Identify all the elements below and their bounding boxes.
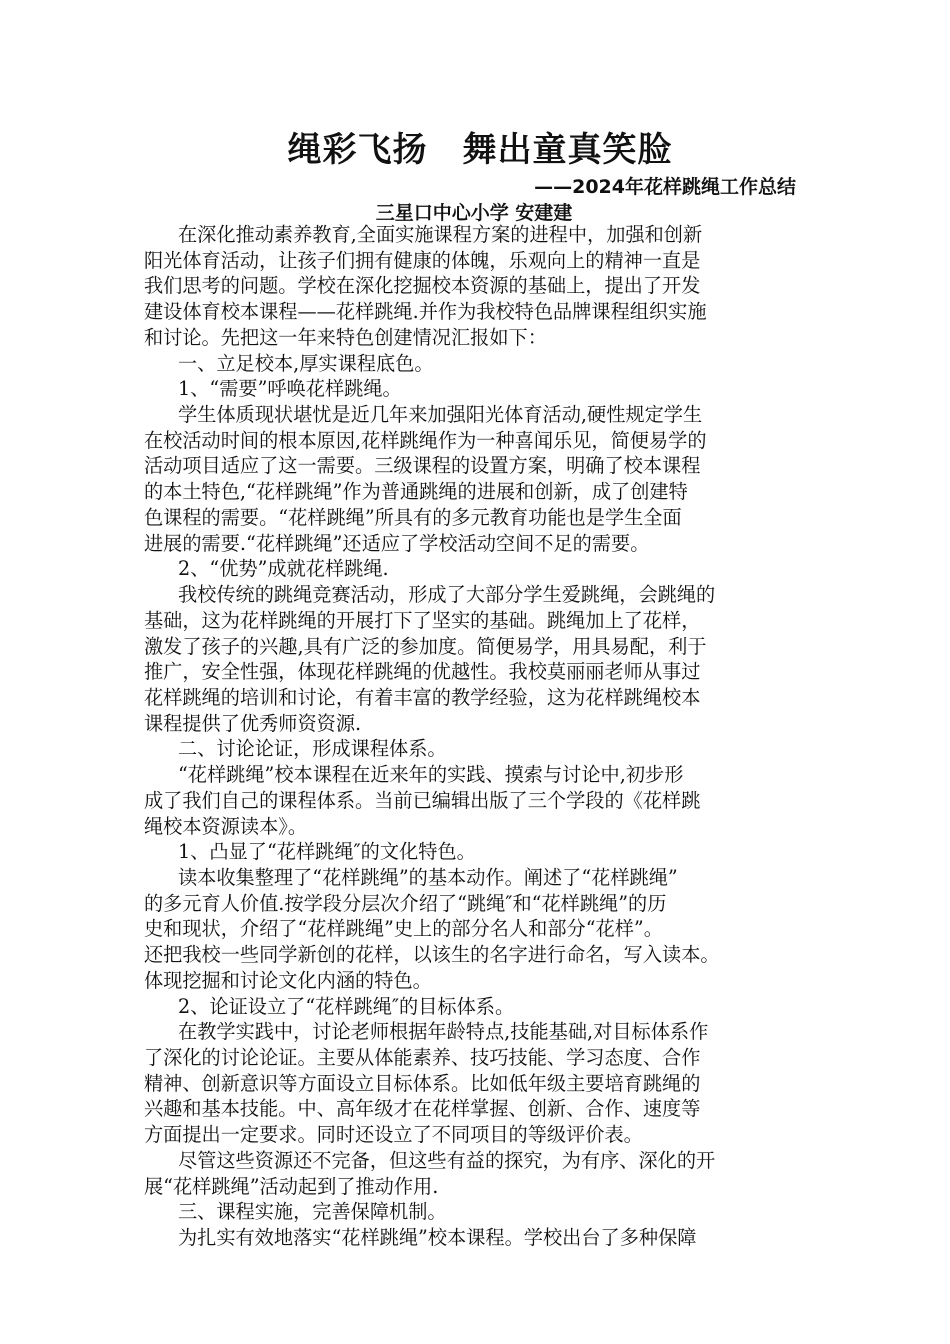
text-line: 基础，这为花样跳绳的开展打下了坚实的基础。跳绳加上了花样， — [144, 608, 701, 632]
text-line: 在深化推动素养教育,全面实施课程方案的进程中，加强和创新 — [178, 223, 703, 246]
text-line: 推广，安全性强，体现花样跳绳的优越性。我校莫丽丽老师从事过 — [144, 660, 701, 684]
text-line: 一、立足校本,厚实课程底色。 — [178, 351, 434, 375]
paragraph — [144, 222, 824, 351]
paragraph — [144, 351, 824, 377]
paragraph — [144, 1225, 824, 1251]
text-line: 成了我们自己的课程体系。当前已编辑出版了三个学段的《花样跳 — [144, 788, 701, 812]
paragraph — [144, 376, 824, 402]
text-line: 建设体育校本课程——花样跳绳.并作为我校特色品牌课程组织实施 — [144, 300, 707, 324]
paragraph — [144, 839, 824, 865]
paragraph — [144, 582, 824, 736]
text-line: 阳光体育活动，让孩子们拥有健康的体魄，乐观向上的精神一直是 — [144, 248, 701, 272]
text-line: “花样跳绳”校本课程在近来年的实践、摸索与讨论中,初步形 — [178, 763, 684, 787]
text-line: 的本土特色,“花样跳绳”作为普通跳绳的进展和创新，成了创建特 — [144, 480, 688, 504]
text-line: 了深化的讨论论证。主要从体能素养、技巧技能、学习态度、合作 — [144, 1046, 701, 1069]
text-line: 学生体质现状堪忧是近几年来加强阳光体育活动,硬性规定学生 — [178, 403, 703, 427]
text-line: 为扎实有效地落实“花样跳绳”校本课程。学校出台了多种保障 — [178, 1226, 697, 1250]
text-line: 2、“优势”成就花样跳绳. — [178, 557, 389, 581]
text-line: 花样跳绳的培训和讨论，有着丰富的教学经验，这为花样跳绳校本 — [144, 685, 701, 709]
text-line: 我校传统的跳绳竞赛活动，形成了大部分学生爱跳绳，会跳绳的 — [178, 583, 716, 607]
text-line: 课程提供了优秀师资资源. — [144, 711, 362, 735]
text-line: 方面提出一定要求。同时还设立了不同项目的等级评价表。 — [144, 1123, 643, 1147]
paragraph — [144, 556, 824, 582]
paragraph — [144, 736, 824, 762]
document-title: 绳彩飞扬 舞出童真笑脸 — [287, 130, 673, 170]
text-line: 1、凸显了“花样跳绳″的文化特色。 — [178, 840, 476, 864]
text-line: 读本收集整理了“花样跳绳”的基本动作。阐述了“花样跳绳” — [178, 865, 678, 889]
text-line: 的多元育人价值.按学段分层次介绍了“跳绳″和“花样跳绳”的历 — [144, 891, 667, 915]
text-line: 我们思考的问题。学校在深化挖掘校本资源的基础上，提出了开发 — [144, 274, 701, 298]
document-body — [144, 222, 824, 1251]
text-line: 史和现状，介绍了“花样跳绳”史上的部分名人和部分“花样”。 — [144, 917, 663, 941]
paragraph — [144, 865, 824, 994]
text-line: 尽管这些资源还不完备，但这些有益的探究，为有序、深化的开 — [178, 1148, 716, 1172]
text-line: 在教学实践中，讨论老师根据年龄特点,技能基础,对目标体系作 — [178, 1020, 709, 1044]
text-line: 二、讨论论证，形成课程体系。 — [178, 737, 447, 761]
text-line: 1、“需要”呼唤花样跳绳。 — [178, 377, 402, 401]
paragraph — [144, 762, 824, 839]
text-line: 色课程的需要。“花样跳绳”所具有的多元教育功能也是学生全面 — [144, 505, 682, 529]
paragraph — [144, 1199, 824, 1225]
paragraph — [144, 994, 824, 1020]
text-line: 进展的需要.“花样跳绳”还适应了学校活动空间不足的需要。 — [144, 531, 650, 555]
text-line: 还把我校一些同学新创的花样，以该生的名字进行命名，写入读本。 — [144, 943, 720, 967]
text-line: 体现挖掘和讨论文化内涵的特色。 — [144, 968, 432, 992]
text-line: 激发了孩子的兴趣,具有广泛的参加度。简便易学，用具易配，利于 — [144, 634, 707, 658]
text-line: 展“花样跳绳”活动起到了推动作用. — [144, 1174, 439, 1198]
document-subtitle: ——2024年花样跳绳工作总结 — [534, 176, 796, 198]
text-line: 三、课程实施，完善保障机制。 — [178, 1200, 447, 1224]
text-line: 在校活动时间的根本原因,花样跳绳作为一种喜闻乐见，简便易学的 — [144, 428, 707, 452]
paragraph — [144, 402, 824, 556]
paragraph — [144, 1019, 824, 1148]
text-line: 兴趣和基本技能。中、高年级才在花样掌握、创新、合作、速度等 — [144, 1097, 701, 1121]
document-author: 三星口中心小学 安建建 — [375, 202, 573, 224]
text-line: 2、论证设立了“花样跳绳″的目标体系。 — [178, 994, 515, 1018]
text-line: 和讨论。先把这一年来特色创建情况汇报如下： — [144, 325, 547, 349]
text-line: 活动项目适应了这一需要。三级课程的设置方案，明确了校本课程 — [144, 454, 701, 478]
text-line: 绳校本资源读本》。 — [144, 814, 308, 838]
text-line: 精神、创新意识等方面设立目标体系。比如低年级主要培育跳绳的 — [144, 1071, 701, 1095]
paragraph — [144, 1148, 824, 1199]
